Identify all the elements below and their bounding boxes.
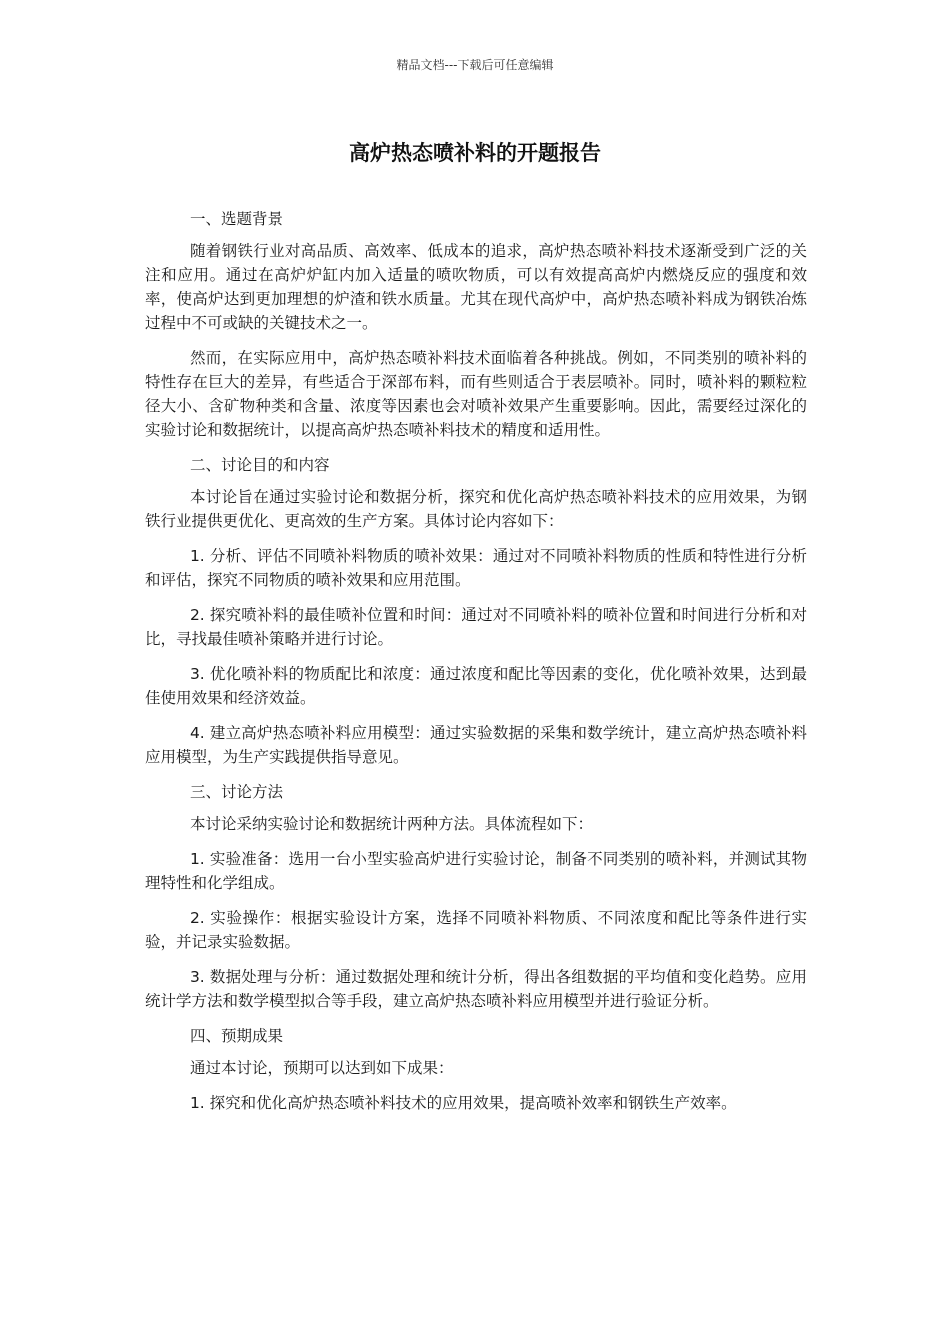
paragraph: 随着钢铁行业对高品质、高效率、低成本的追求，高炉热态喷补料技术逐渐受到广泛的关注和应用。通过在高炉炉缸内加入适量的喷吹物质，可以有效提高高炉内燃烧反应的强度和效率，使高炉达到更加理想的炉渣和铁水质量。尤其在现代高炉中，高炉热态喷补料成为钢铁冶炼过程中不可或缺的关键技术之一。: [145, 242, 807, 332]
list-item: 1. 分析、评估不同喷补料物质的喷补效果：通过对不同喷补料物质的性质和特性进行分析和评估，探究不同物质的喷补效果和应用范围。: [145, 547, 807, 589]
list-item: 1. 实验准备：选用一台小型实验高炉进行实验讨论，制备不同类别的喷补料，并测试其物理特性和化学组成。: [145, 850, 807, 892]
paragraph: 本讨论旨在通过实验讨论和数据分析，探究和优化高炉热态喷补料技术的应用效果，为钢铁行业提供更优化、更高效的生产方案。具体讨论内容如下：: [145, 488, 807, 530]
paragraph: 然而，在实际应用中，高炉热态喷补料技术面临着各种挑战。例如，不同类别的喷补料的特性存在巨大的差异，有些适合于深部布料，而有些则适合于表层喷补。同时，喷补料的颗粒粒径大小、含矿物种类和含量、浓度等因素也会对喷补效果产生重要影响。因此，需要经过深化的实验讨论和数据统计，以提高高炉热态喷补料技术的精度和适用性。: [145, 349, 807, 439]
header-note: 精品文档---下载后可任意编辑: [396, 58, 554, 72]
paragraph: 本讨论采纳实验讨论和数据统计两种方法。具体流程如下：: [189, 815, 593, 833]
paragraph: 通过本讨论，预期可以达到如下成果：: [189, 1059, 454, 1077]
list-item: 4. 建立高炉热态喷补料应用模型：通过实验数据的采集和数学统计，建立高炉热态喷补料应用模型，为生产实践提供指导意见。: [145, 724, 807, 766]
list-item: 1. 探究和优化高炉热态喷补料技术的应用效果，提高喷补效率和钢铁生产效率。: [189, 1094, 737, 1112]
section-heading-methods: 三、讨论方法: [189, 783, 283, 801]
section-heading-results: 四、预期成果: [189, 1027, 283, 1045]
list-item: 2. 探究喷补料的最佳喷补位置和时间：通过对不同喷补料的喷补位置和时间进行分析和对比，寻找最佳喷补策略并进行讨论。: [145, 606, 807, 648]
list-item: 2. 实验操作：根据实验设计方案，选择不同喷补料物质、不同浓度和配比等条件进行实验，并记录实验数据。: [145, 909, 807, 951]
section-heading-background: 一、选题背景: [189, 210, 283, 228]
document-body: [145, 207, 807, 1126]
section-heading-objectives: 二、讨论目的和内容: [189, 456, 330, 474]
list-item: 3. 优化喷补料的物质配比和浓度：通过浓度和配比等因素的变化，优化喷补效果，达到最佳使用效果和经济效益。: [145, 665, 807, 707]
document-title: 高炉热态喷补料的开题报告: [349, 141, 601, 165]
list-item: 3. 数据处理与分析：通过数据处理和统计分析，得出各组数据的平均值和变化趋势。应用统计学方法和数学模型拟合等手段，建立高炉热态喷补料应用模型并进行验证分析。: [145, 968, 807, 1010]
